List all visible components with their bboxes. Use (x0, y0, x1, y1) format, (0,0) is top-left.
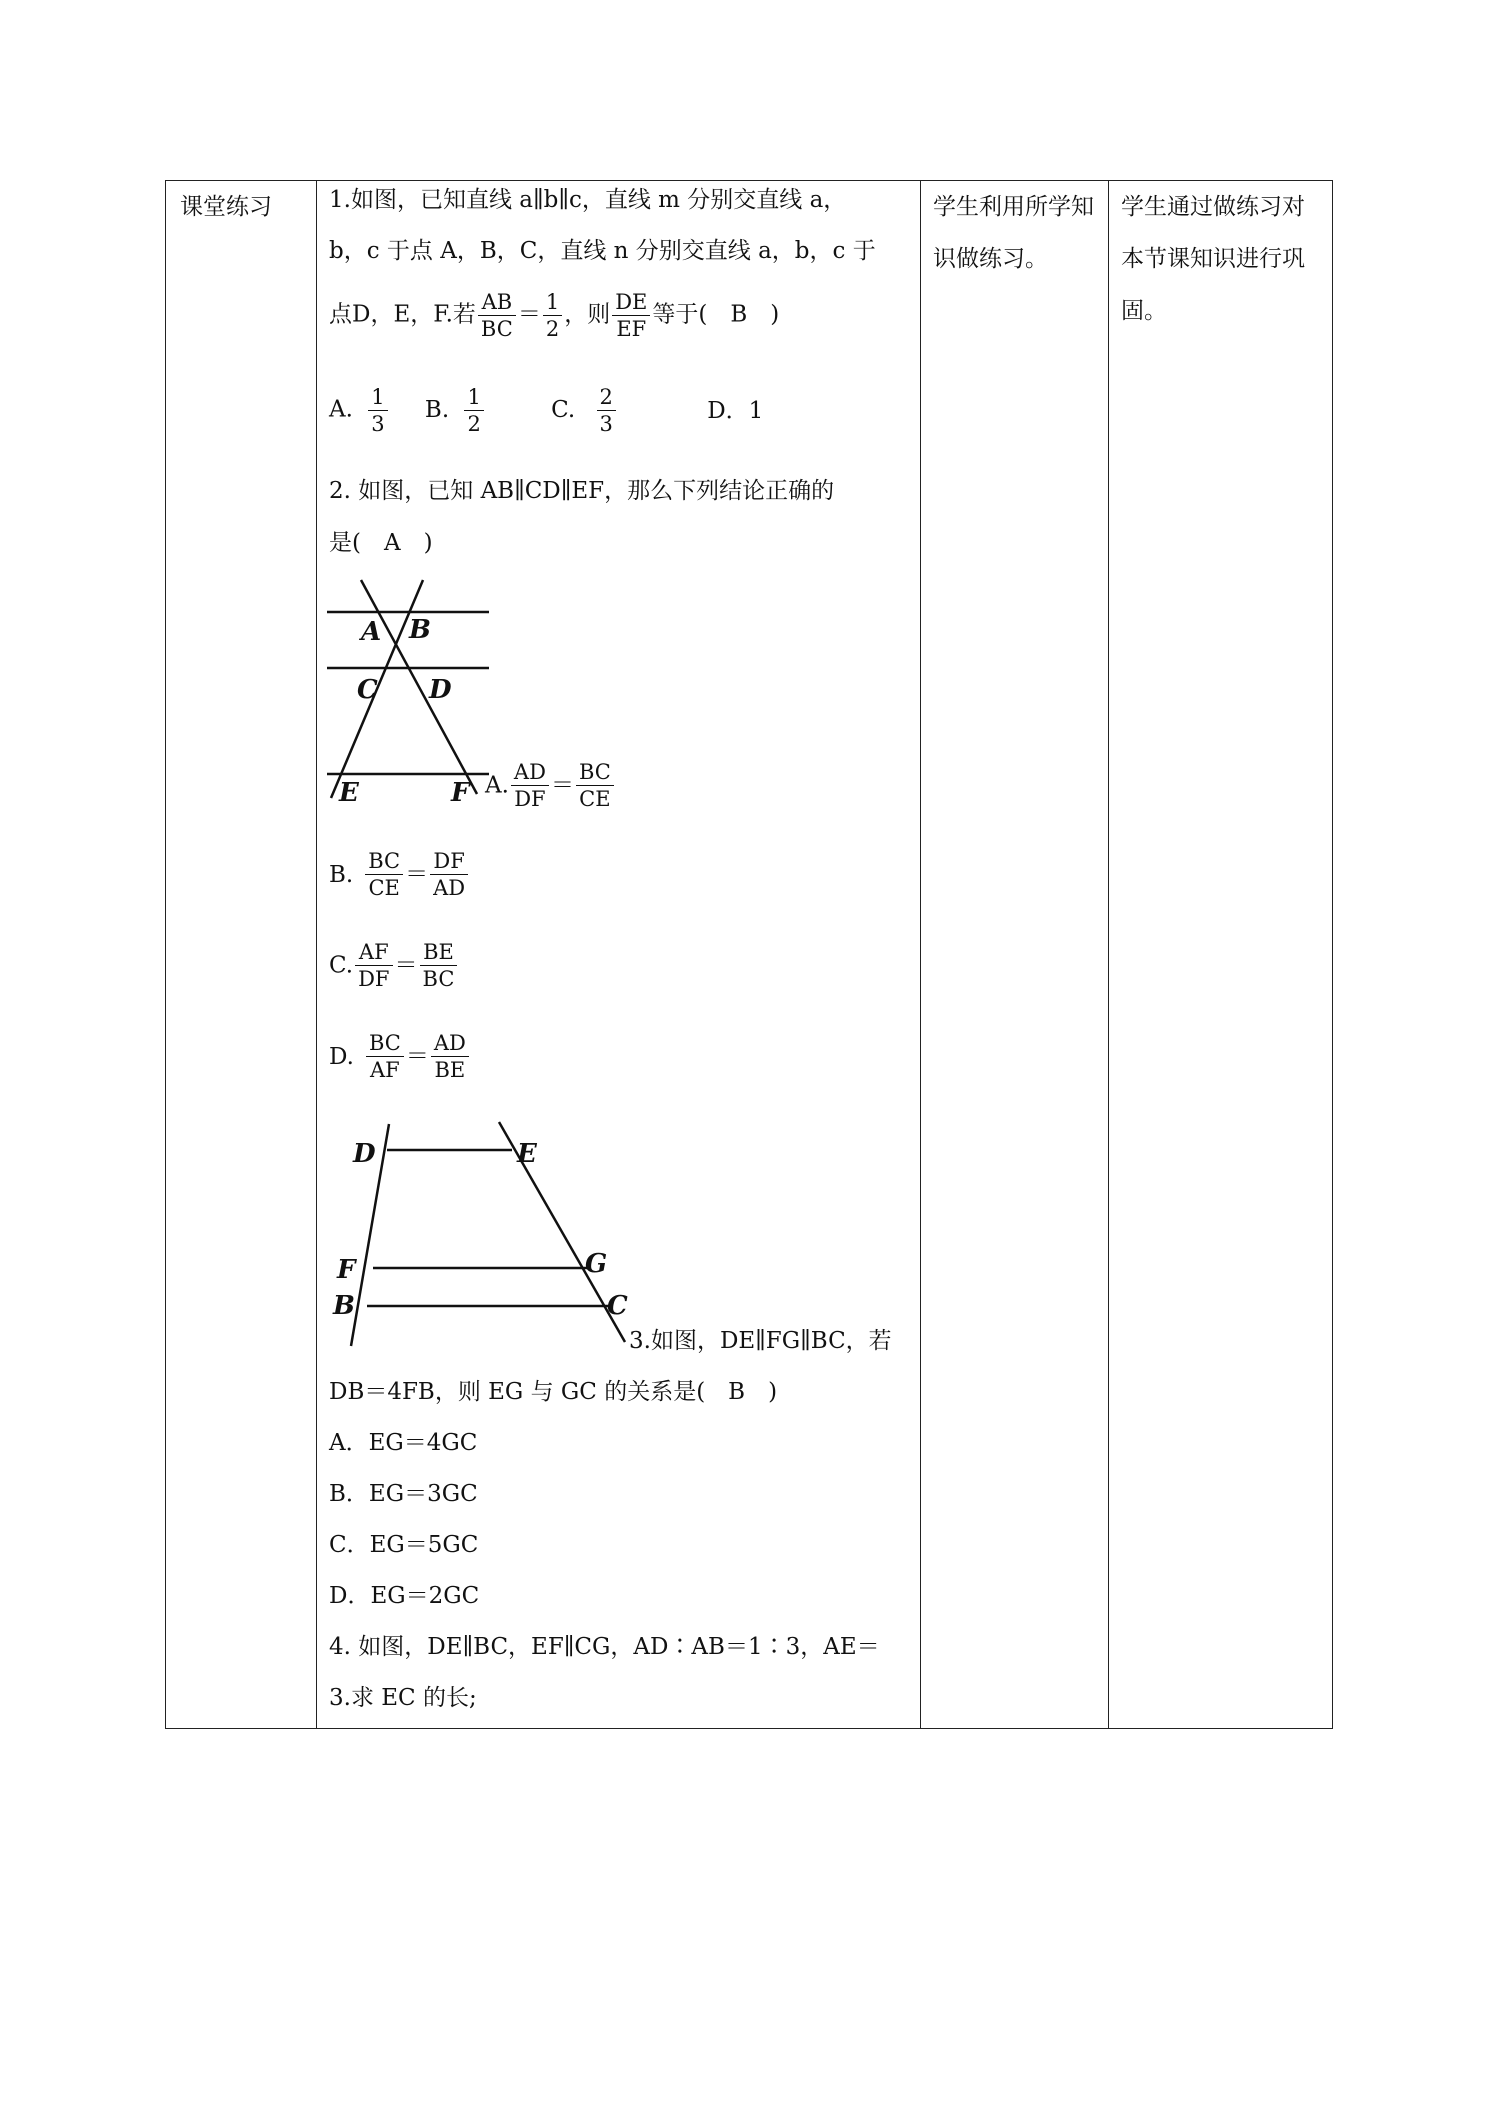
fraction-bc-af (366, 1030, 404, 1083)
fraction-one-half (543, 289, 562, 342)
equals-sign: ＝ (517, 301, 541, 328)
fraction-af-df (355, 939, 392, 992)
fraction-two-thirds (597, 384, 616, 437)
row-label: 课堂练习 (180, 194, 272, 220)
fraction-bc-ce (576, 759, 614, 812)
fraction-be-bc (420, 939, 458, 992)
q4-line1: 4. 如图，DE∥BC，EF∥CG，AD∶AB＝1∶3，AE＝ (329, 1634, 880, 1660)
q2-figure (327, 576, 497, 806)
q3-option-c: C．EG＝5GC (329, 1532, 479, 1558)
label-c: C (607, 1291, 628, 1321)
fraction-denominator: CE (368, 876, 400, 900)
fraction-numerator: AB (478, 289, 516, 316)
fraction-numerator: AF (355, 939, 392, 966)
fraction-denominator: AF (370, 1058, 400, 1082)
equals-sign: ＝ (405, 1043, 429, 1070)
q1-option-a: A. (329, 396, 353, 423)
q3-option-b: B．EG＝3GC (329, 1481, 478, 1507)
student-activity: 学生利用所学知识做练习。 (933, 194, 1094, 272)
fraction-denominator: DF (514, 787, 546, 811)
label-f: F (451, 778, 470, 806)
fraction-denominator: BC (480, 317, 513, 341)
q1-option-b: B. (424, 396, 450, 423)
q3-line1: 3.如图，DE∥FG∥BC，若 (629, 1328, 892, 1354)
label-e: E (339, 778, 359, 806)
label-c: C (357, 675, 378, 705)
q2-option-c: C. (329, 952, 354, 979)
fraction-denominator: 3 (371, 412, 385, 436)
fraction-denominator: CE (579, 787, 611, 811)
label-g: G (585, 1249, 608, 1279)
exercise-content (317, 181, 920, 1728)
label-f: F (337, 1255, 356, 1285)
q1-option-d: D．1 (707, 397, 764, 424)
fraction-one-third (368, 384, 387, 437)
label-b: B (409, 615, 431, 645)
fraction-ab-bc (478, 289, 516, 342)
intent-cell (1109, 181, 1333, 1729)
fraction-numerator: DE (612, 289, 650, 316)
q1-line3-suffix: 等于( B ) (652, 301, 780, 328)
fraction-ad-be (431, 1030, 469, 1083)
q1-option-c: C. (551, 396, 576, 423)
q2-option-d-row (329, 1030, 471, 1083)
q3-option-d: D．EG＝2GC (329, 1583, 480, 1609)
equals-sign: ＝ (394, 952, 418, 979)
label-a: A (361, 617, 382, 647)
q2-option-d: D. (329, 1043, 354, 1070)
design-intent: 学生通过做练习对本节课知识进行巩固。 (1121, 194, 1305, 324)
fraction-denominator: DF (358, 967, 390, 991)
fraction-numerator: BC (365, 848, 403, 875)
fraction-denominator: BC (422, 967, 455, 991)
q2-option-a: A. (485, 772, 509, 799)
q2-option-b-row (329, 848, 470, 901)
fraction-numerator: BE (420, 939, 458, 966)
fraction-numerator: DF (430, 848, 468, 875)
fraction-numerator: BC (576, 759, 614, 786)
fraction-denominator: EF (616, 317, 647, 341)
fraction-bc-ce (365, 848, 403, 901)
q1-mid-text: ，则 (564, 301, 611, 328)
fraction-numerator: 1 (464, 384, 483, 411)
label-d: D (353, 1139, 376, 1169)
fraction-denominator: 3 (599, 412, 613, 436)
fraction-numerator: 1 (543, 289, 562, 316)
q3-line2: DB＝4FB，则 EG 与 GC 的关系是( B ) (329, 1379, 778, 1405)
fraction-one-half-b (464, 384, 483, 437)
row-label-cell (166, 181, 317, 1729)
activity-cell (921, 181, 1109, 1729)
fraction-numerator: AD (431, 1030, 469, 1057)
fraction-denominator: 2 (545, 317, 560, 341)
fraction-denominator: BE (434, 1058, 466, 1082)
q2-line1: 2. 如图，已知 AB∥CD∥EF，那么下列结论正确的 (329, 478, 835, 504)
equals-sign: ＝ (405, 861, 429, 888)
fraction-de-ef (612, 289, 650, 342)
lesson-table (165, 180, 1333, 1729)
q2-option-c-row (329, 939, 459, 992)
equals-sign: ＝ (550, 772, 574, 799)
fraction-ad-df (511, 759, 549, 812)
q1-line1: 1.如图，已知直线 a∥b∥c，直线 m 分别交直线 a， (329, 187, 847, 213)
label-b: B (333, 1291, 355, 1321)
q4-line2: 3.求 EC 的长; (329, 1685, 477, 1711)
label-e: E (517, 1139, 537, 1169)
label-d: D (429, 675, 452, 705)
q3-option-a: A．EG＝4GC (329, 1430, 478, 1456)
q1-line2: b，c 于点 A，B，C，直线 n 分别交直线 a，b，c 于 (329, 238, 876, 264)
fraction-df-ad (430, 848, 468, 901)
q3-figure (327, 1116, 637, 1356)
content-cell (317, 181, 921, 1729)
fraction-denominator: AD (433, 876, 466, 900)
q2-option-b: B. (329, 861, 354, 888)
fraction-denominator: 2 (467, 412, 481, 436)
table-row (166, 181, 1333, 1729)
q2-option-a-row (485, 759, 616, 812)
q1-options (329, 384, 763, 437)
q1-line3-prefix: 点D，E，F.若 (329, 301, 476, 328)
fraction-numerator: AD (511, 759, 549, 786)
q1-line3 (329, 289, 779, 342)
fraction-numerator: 1 (368, 384, 387, 411)
q2-line2: 是( A ) (329, 530, 433, 556)
fraction-numerator: BC (366, 1030, 404, 1057)
fraction-numerator: 2 (597, 384, 616, 411)
